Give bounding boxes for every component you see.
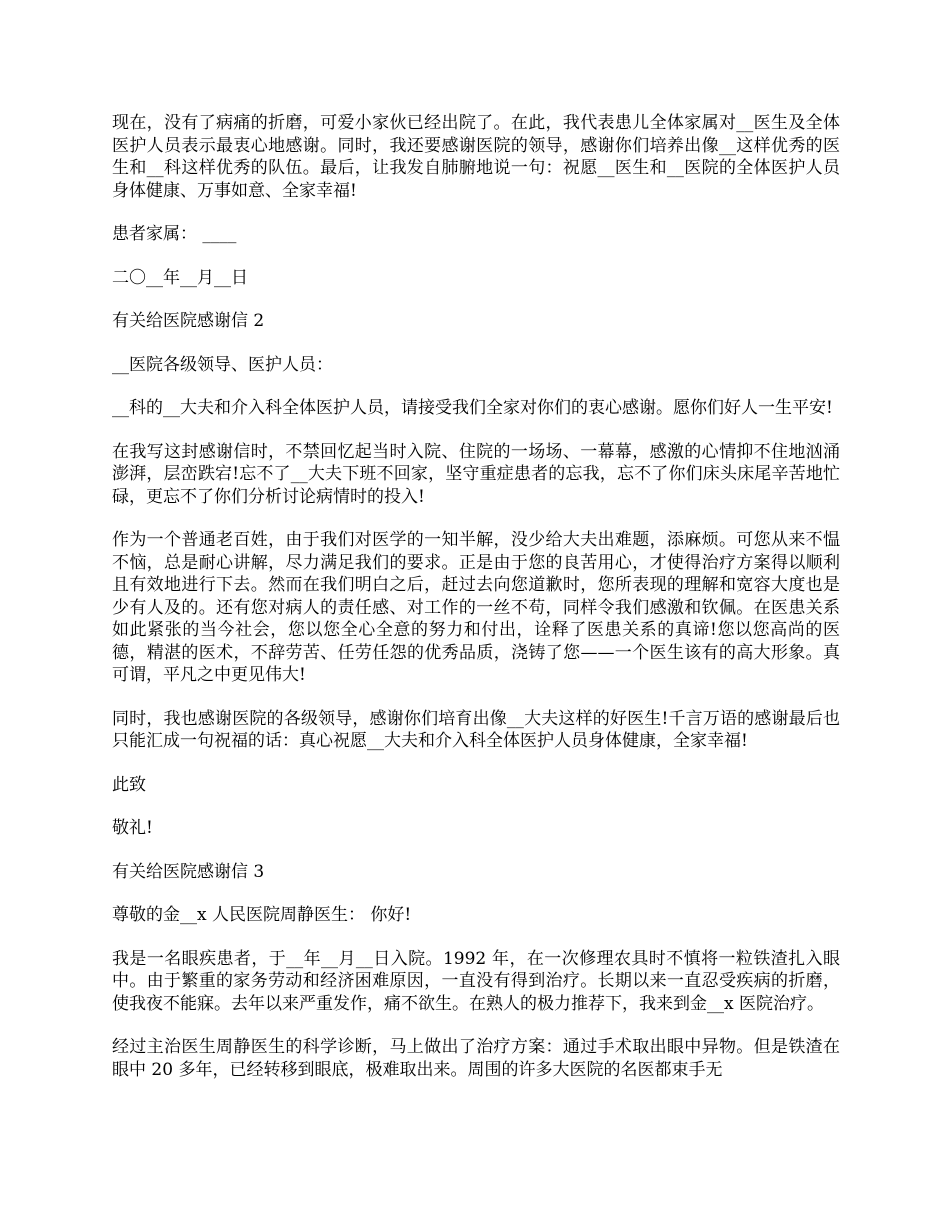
paragraph-salutation-2: __医院各级领导、医护人员： xyxy=(112,354,333,375)
paragraph-cizhi: 此致 xyxy=(112,774,146,795)
paragraph-patient-story: 我是一名眼疾患者，于__年__月__日入院。1992 年，在一次修理农具时不慎将一粒铁渣扎入眼中。由于繁重的家务劳动和经济困难原因，一直没有得到治疗。长期以来一直忍受疾病的折磨，使我夜不能寐。去年以来严重发作，痛不欲生。在熟人的极力推荐下，我来到金__x 医院治疗。 xyxy=(112,948,840,1014)
paragraph-greeting-2: __科的__大夫和介入科全体医护人员，请接受我们全家对你们的衷心感谢。愿你们好人一生平安! xyxy=(112,398,833,418)
paragraph-jingli: 敬礼! xyxy=(112,818,153,838)
document-body xyxy=(112,112,840,1102)
paragraph-closing-thanks: 现在，没有了病痛的折磨，可爱小家伙已经出院了。在此，我代表患儿全体家属对__医生及全体医护人员表示最衷心地感谢。同时，我还要感谢医院的领导，感谢你们培养出像__这样优秀的医生和__科这样优秀的队伍。最后，让我发自肺腑地说一句：祝愿__医生和__医院的全体医护人员身体健康、万事如意、全家幸福! xyxy=(112,113,840,201)
paragraph-diagnosis: 经过主治医生周静医生的科学诊断，马上做出了治疗方案：通过手术取出眼中异物。但是铁渣在眼中 20 多年，已经转移到眼底，极难取出来。周围的许多大医院的名医都束手无 xyxy=(112,1037,840,1080)
section-heading-2: 有关给医院感谢信 2 xyxy=(112,311,265,331)
paragraph-salutation-3: 尊敬的金__x 人民医院周静医生： 你好! xyxy=(112,905,412,925)
paragraph-gratitude: 作为一个普通老百姓，由于我们对医学的一知半解，没少给大夫出难题，添麻烦。可您从来不愠不恼，总是耐心讲解，尽力满足我们的要求。正是由于您的良苦用心，才使得治疗方案得以顺利且有效地进行下去。然而在我们明白之后，赶过去向您道歉时，您所表现的理解和宽容大度也是少有人及的。还有您对病人的责任感、对工作的一丝不苟，同样令我们感激和钦佩。在医患关系如此紧张的当今社会，您以您全心全意的努力和付出，诠释了医患关系的真谛!您以您高尚的医德，精湛的医术，不辞劳苦、任劳任怨的优秀品质，浇铸了您——一个医生该有的高大形象。真可谓，平凡之中更见伟大! xyxy=(112,530,840,685)
paragraph-memories: 在我写这封感谢信时，不禁回忆起当时入院、住院的一场场、一幕幕，感激的心情抑不住地汹涌澎湃，层峦跌宕!忘不了__大夫下班不回家，坚守重症患者的忘我，忘不了你们床头床尾辛苦地忙碌，更忘不了你们分析讨论病情时的投入! xyxy=(112,441,840,507)
paragraph-leadership-thanks: 同时，我也感谢医院的各级领导，感谢你们培育出像__大夫这样的好医生!千言万语的感谢最后也只能汇成一句祝福的话：真心祝愿__大夫和介入科全体医护人员身体健康，全家幸福! xyxy=(112,708,840,751)
paragraph-signature: 患者家属： ____ xyxy=(112,224,237,244)
paragraph-date: 二〇__年__月__日 xyxy=(112,267,248,288)
section-heading-3: 有关给医院感谢信 3 xyxy=(112,861,265,882)
